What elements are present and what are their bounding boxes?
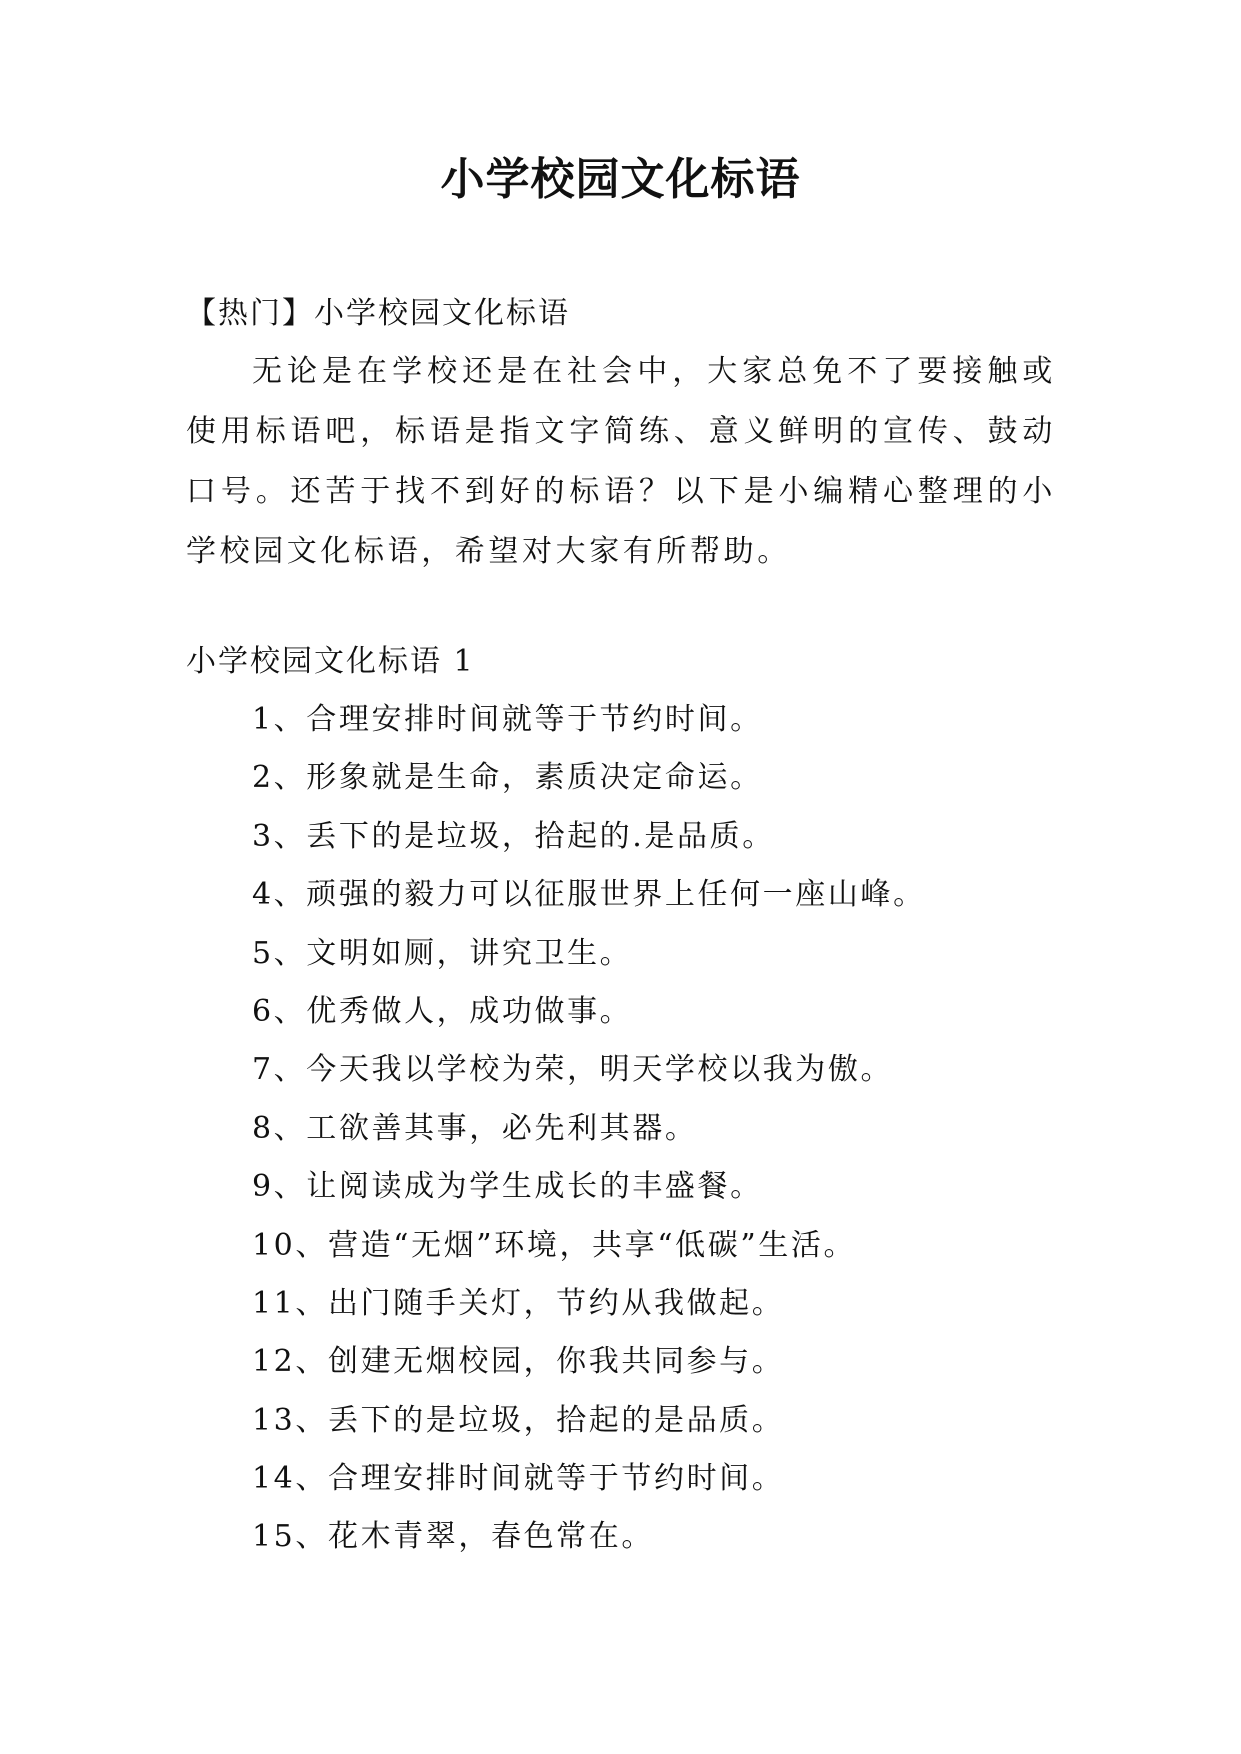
- slogan-item: 8、工欲善其事，必先利其器。: [252, 1110, 698, 1146]
- slogan-item: 7、今天我以学校为荣，明天学校以我为傲。: [252, 1052, 894, 1088]
- slogan-item: 11、出门随手关灯，节约从我做起。: [252, 1285, 785, 1321]
- slogan-item: 5、文明如厕，讲究卫生。: [252, 935, 633, 971]
- slogan-item: 9、让阅读成为学生成长的丰盛餐。: [252, 1169, 763, 1205]
- slogan-item: 13、丢下的是垃圾，拾起的是品质。: [252, 1402, 785, 1438]
- slogan-item: 3、丢下的是垃圾，拾起的.是品质。: [252, 818, 775, 854]
- slogan-list: [252, 698, 926, 1574]
- slogan-item: 6、优秀做人，成功做事。: [252, 993, 633, 1029]
- slogan-item: 2、形象就是生命，素质决定命运。: [252, 760, 763, 796]
- slogan-item: 1、合理安排时间就等于节约时间。: [252, 702, 763, 737]
- slogan-item: 10、营造“无烟”环境，共享“低碳”生活。: [252, 1227, 857, 1263]
- slogan-item: 12、创建无烟校园，你我共同参与。: [252, 1344, 785, 1380]
- section-heading: 小学校园文化标语 1: [186, 644, 475, 679]
- slogan-item: 4、顽强的毅力可以征服世界上任何一座山峰。: [252, 877, 926, 913]
- document-title: 小学校园文化标语: [440, 154, 801, 205]
- slogan-item: 14、合理安排时间就等于节约时间。: [252, 1461, 785, 1497]
- document-subtitle: 【热门】小学校园文化标语: [186, 296, 570, 331]
- intro-paragraph: 无论是在学校还是在社会中，大家总免不了要接触或使用标语吧，标语是指文字简练、意义鲜明的宣传、鼓动口号。还苦于找不到好的标语？以下是小编精心整理的小学校园文化标语，希望对大家有所帮助。: [186, 354, 1056, 569]
- slogan-item: 15、花木青翠，春色常在。: [252, 1519, 654, 1555]
